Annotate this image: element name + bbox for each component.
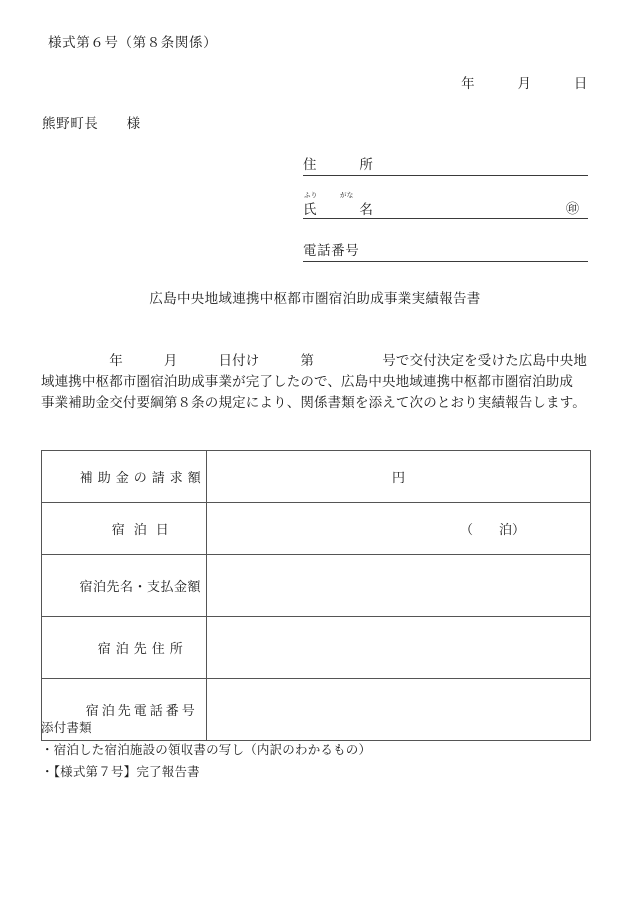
body-paragraph <box>41 350 589 413</box>
body-line-2: 域連携中枢都市圏宿泊助成事業が完了したので、広島中央地域連携中枢都市圏宿泊助成 <box>41 374 574 389</box>
row-label-cell <box>42 451 207 503</box>
address-field-row[interactable] <box>303 150 588 176</box>
row-value-cell[interactable] <box>207 617 591 679</box>
body-line-1: 年 月 日付け 第 号で交付決定を受けた広島中央地 <box>41 353 587 368</box>
row-label-cell <box>42 503 207 555</box>
furigana-first: ふり <box>304 192 318 199</box>
attachments-heading: 添付書類 <box>41 721 92 735</box>
phone-field-row[interactable] <box>303 236 588 262</box>
seal-icon: ㊞ <box>565 201 579 216</box>
row-label: 補助金の請求額 <box>79 470 206 485</box>
row-label: 宿泊先名・支払金額 <box>79 579 201 594</box>
address-label: 住 所 <box>303 157 374 172</box>
row-value: （ 泊） <box>459 522 525 537</box>
attachment-item: ・【様式第７号】完了報告書 <box>41 765 200 779</box>
attachment-item: ・宿泊した宿泊施設の領収書の写し（内訳のわかるもの） <box>41 743 372 757</box>
row-label-cell <box>42 617 207 679</box>
phone-label: 電話番号 <box>303 243 360 258</box>
row-label: 宿泊先住所 <box>97 641 188 656</box>
table-row <box>42 617 591 679</box>
row-value-cell[interactable] <box>207 503 591 555</box>
name-field-row[interactable] <box>303 193 588 219</box>
body-line-3: 事業補助金交付要綱第８条の規定により、関係書類を添えて次のとおり実績報告します。 <box>41 395 586 410</box>
row-value-cell[interactable] <box>207 451 591 503</box>
table-row <box>42 555 591 617</box>
row-label: 宿泊日 <box>111 522 178 537</box>
form-number: 様式第６号（第８条関係） <box>48 35 218 50</box>
report-table <box>41 450 591 741</box>
row-label-cell <box>42 555 207 617</box>
table-row <box>42 451 591 503</box>
attachments-section <box>41 717 371 783</box>
name-label: 氏 名 <box>303 202 374 217</box>
row-label: 宿泊先電話番号 <box>85 703 198 718</box>
date-line: 年 月 日 <box>461 76 588 91</box>
row-value: 円 <box>391 470 405 485</box>
applicant-block <box>303 150 588 262</box>
furigana-second: がな <box>340 192 354 199</box>
addressee-line: 熊野町長 様 <box>42 116 141 131</box>
table-row <box>42 503 591 555</box>
page-title: 広島中央地域連携中枢都市圏宿泊助成事業実績報告書 <box>149 291 481 306</box>
row-value-cell[interactable] <box>207 555 591 617</box>
